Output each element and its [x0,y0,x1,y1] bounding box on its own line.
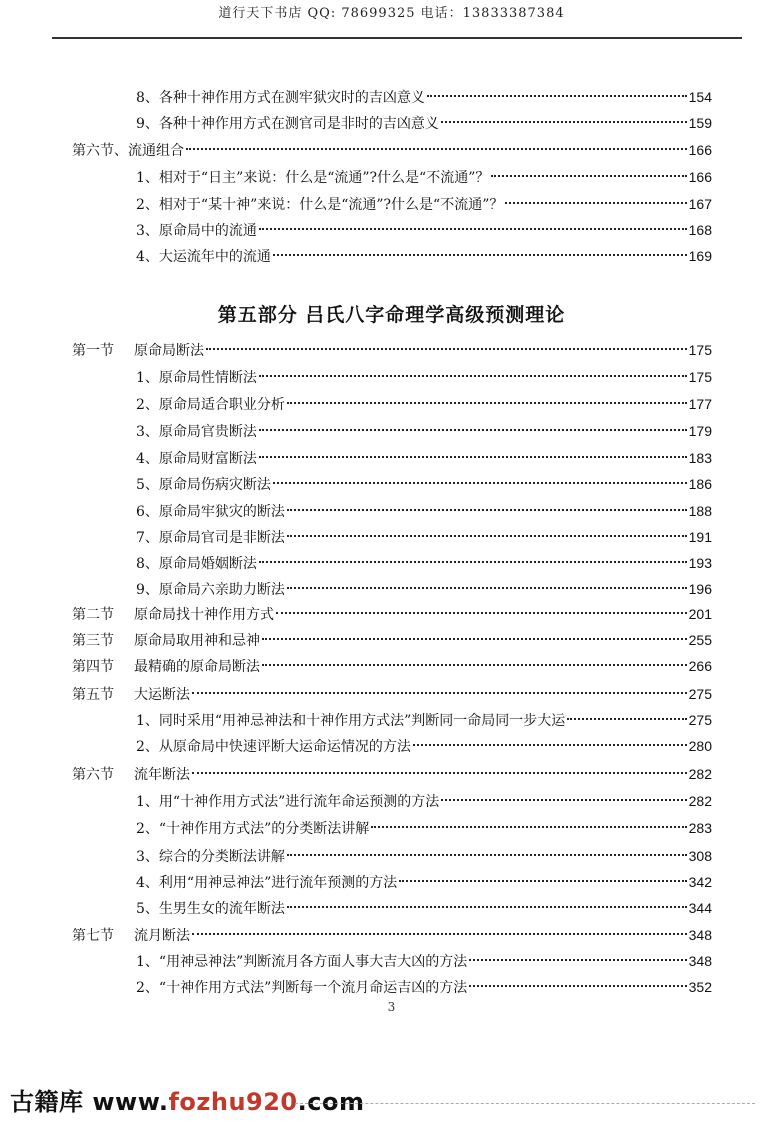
dot-leader [441,799,686,801]
toc-entry-title: 原命局断法 [134,343,204,359]
footer-divider [295,1103,755,1104]
dot-leader [413,744,687,746]
dot-leader [371,826,686,828]
toc-entry-page: 183 [688,450,712,466]
toc-entry-page: 255 [688,632,712,648]
toc-entry-title: 4、大运流年中的流通 [136,249,271,265]
toc-entry-title: 大运断法 [134,687,190,703]
toc-entry-title: 2、“十神作用方式法”判断每一个流月命运吉凶的方法 [136,980,468,996]
dot-leader [491,175,686,177]
toc-entry-page: 352 [688,979,712,995]
toc-entry-title: 3、原命局中的流通 [136,223,257,239]
toc-section-number: 第五节 [72,687,114,703]
toc-entry[interactable] [136,86,712,108]
toc-entry[interactable] [136,976,712,998]
toc-entry-page: 344 [688,900,712,916]
toc-section-entry[interactable] [72,339,712,361]
dot-leader [259,228,687,230]
toc-entry[interactable] [136,526,712,548]
toc-entry-title: 5、生男生女的流年断法 [136,901,285,917]
toc-entry-title: 3、综合的分类断法讲解 [136,849,285,865]
toc-entry[interactable] [136,709,712,731]
toc-entry[interactable] [136,790,712,812]
dot-leader [469,985,686,987]
toc-entry[interactable] [136,393,712,415]
toc-entry[interactable] [136,473,712,495]
toc-entry[interactable] [136,552,712,574]
toc-section-entry[interactable] [72,763,712,785]
toc-entry-title: 2、原命局适合职业分析 [136,397,285,413]
dot-leader [505,202,686,204]
toc-entry-title: 2、“十神作用方式法”的分类断法讲解 [136,821,370,837]
toc-entry-title: 原命局找十神作用方式 [134,607,274,623]
page-number: 3 [387,1000,396,1014]
toc-section-entry[interactable] [72,924,712,946]
toc-entry[interactable] [136,166,712,188]
toc-entry-title: 9、各种十神作用方式在测官司是非时的吉凶意义 [136,116,439,132]
toc-entry[interactable] [136,845,712,867]
toc-section-number: 第七节 [72,928,114,944]
dot-leader [259,456,687,458]
dot-leader [469,959,686,961]
footer-prefix: 古籍库 www. [10,1088,169,1116]
toc-entry-page: 166 [688,169,712,185]
toc-section-number: 第六节 [72,767,114,783]
footer-suffix: .com [297,1088,365,1116]
toc-entry-page: 308 [688,848,712,864]
toc-entry-title: 2、从原命局中快速评断大运命运情况的方法 [136,739,411,755]
footer-accent: fozhu920 [168,1088,298,1116]
footer-watermark[interactable] [10,1082,364,1117]
toc-entry-page: 275 [688,712,712,728]
toc-entry-page: 177 [688,396,712,412]
toc-section-entry[interactable] [72,603,712,625]
toc-entry[interactable] [136,817,712,839]
toc-section-entry[interactable] [72,139,712,161]
dot-leader [186,148,687,150]
dot-leader [399,880,686,882]
toc-entry-page: 193 [688,555,712,571]
toc-entry-page: 201 [688,606,712,622]
toc-section-entry[interactable] [72,629,712,651]
toc-entry-title: 4、利用“用神忌神法”进行流年预测的方法 [136,875,398,891]
toc-entry-page: 282 [688,793,712,809]
dot-leader [287,854,687,856]
toc-entry-page: 342 [688,874,712,890]
dot-leader [206,348,687,350]
dot-leader [287,402,687,404]
toc-entry-page: 166 [688,142,712,158]
dot-leader [259,375,687,377]
toc-entry[interactable] [136,500,712,522]
dot-leader [259,561,687,563]
toc-entry-title: 1、同时采用“用神忌神法和十神作用方式法”判断同一命局同一步大运 [136,713,566,729]
toc-entry-page: 275 [688,686,712,702]
dot-leader [287,587,687,589]
toc-entry-page: 282 [688,766,712,782]
dot-leader [567,718,686,720]
toc-entry-title: 6、原命局牢狱灾的断法 [136,504,285,520]
toc-entry[interactable] [136,950,712,972]
toc-entry-title: 流月断法 [134,928,190,944]
toc-entry-title: 第六节、流通组合 [72,143,184,159]
toc-entry-page: 266 [688,658,712,674]
toc-entry-title: 1、相对于“日主”来说：什么是“流通”?什么是“不流通”？ [136,170,490,186]
page-header: 道行天下书店 QQ: 78699325 电话：13833387384 [218,6,565,21]
toc-entry-page: 196 [688,581,712,597]
dot-leader [259,429,687,431]
dot-leader [441,121,687,123]
header-divider [52,37,742,39]
toc-section-number: 第一节 [72,343,114,359]
toc-entry-title: 流年断法 [134,767,190,783]
toc-entry-title: 原命局取用神和忌神 [134,633,260,649]
toc-entry-page: 188 [688,503,712,519]
toc-entry-page: 280 [688,738,712,754]
toc-entry[interactable] [136,447,712,469]
toc-entry-page: 167 [688,196,712,212]
toc-section-number: 第二节 [72,607,114,623]
toc-entry-title: 1、原命局性情断法 [136,370,257,386]
toc-section-number: 第四节 [72,659,114,675]
toc-entry-page: 169 [688,248,712,264]
toc-entry[interactable] [136,112,712,134]
toc-entry-page: 348 [688,927,712,943]
toc-entry-title: 1、用“十神作用方式法”进行流年命运预测的方法 [136,794,440,810]
dot-leader [276,612,687,614]
toc-entry-title: 9、原命局六亲助力断法 [136,582,285,598]
toc-entry-title: 8、各种十神作用方式在测牢狱灾时的吉凶意义 [136,90,425,106]
dot-leader [287,906,687,908]
toc-entry[interactable] [136,578,712,600]
toc-entry-title: 最精确的原命局断法 [134,659,260,675]
dot-leader [287,535,687,537]
toc-entry-page: 159 [688,115,712,131]
toc-entry[interactable] [136,871,712,893]
toc-entry-page: 186 [688,476,712,492]
dot-leader [273,254,687,256]
toc-entry-page: 154 [688,89,712,105]
part-title: 第五部分 吕氏八字命理学高级预测理论 [217,304,566,326]
dot-leader [262,664,687,666]
toc-entry-page: 175 [688,342,712,358]
toc-entry-page: 348 [688,953,712,969]
toc-entry-page: 191 [688,529,712,545]
dot-leader [427,95,687,97]
toc-entry-page: 175 [688,369,712,385]
toc-entry-page: 283 [688,820,712,836]
toc-entry[interactable] [136,366,712,388]
toc-entry[interactable] [136,420,712,442]
toc-section-entry[interactable] [72,655,712,677]
dot-leader [287,509,687,511]
toc-entry-title: 2、相对于“某十神”来说：什么是“流通”?什么是“不流通”？ [136,197,504,213]
toc-entry[interactable] [136,245,712,267]
toc-entry-page: 179 [688,423,712,439]
dot-leader [192,772,687,774]
toc-entry-page: 168 [688,222,712,238]
toc-entry-title: 8、原命局婚姻断法 [136,556,257,572]
toc-entry[interactable] [136,897,712,919]
toc-entry[interactable] [136,219,712,241]
toc-entry-title: 1、“用神忌神法”判断流月各方面人事大吉大凶的方法 [136,954,468,970]
toc-entry-title: 7、原命局官司是非断法 [136,530,285,546]
dot-leader [192,933,687,935]
toc-entry[interactable] [136,735,712,757]
toc-entry-title: 3、原命局官贵断法 [136,424,257,440]
dot-leader [192,692,687,694]
toc-entry-title: 4、原命局财富断法 [136,451,257,467]
toc-section-entry[interactable] [72,683,712,705]
toc-section-number: 第三节 [72,633,114,649]
dot-leader [262,638,687,640]
toc-entry[interactable] [136,193,712,215]
toc-entry-title: 5、原命局伤病灾断法 [136,477,271,493]
dot-leader [273,482,687,484]
